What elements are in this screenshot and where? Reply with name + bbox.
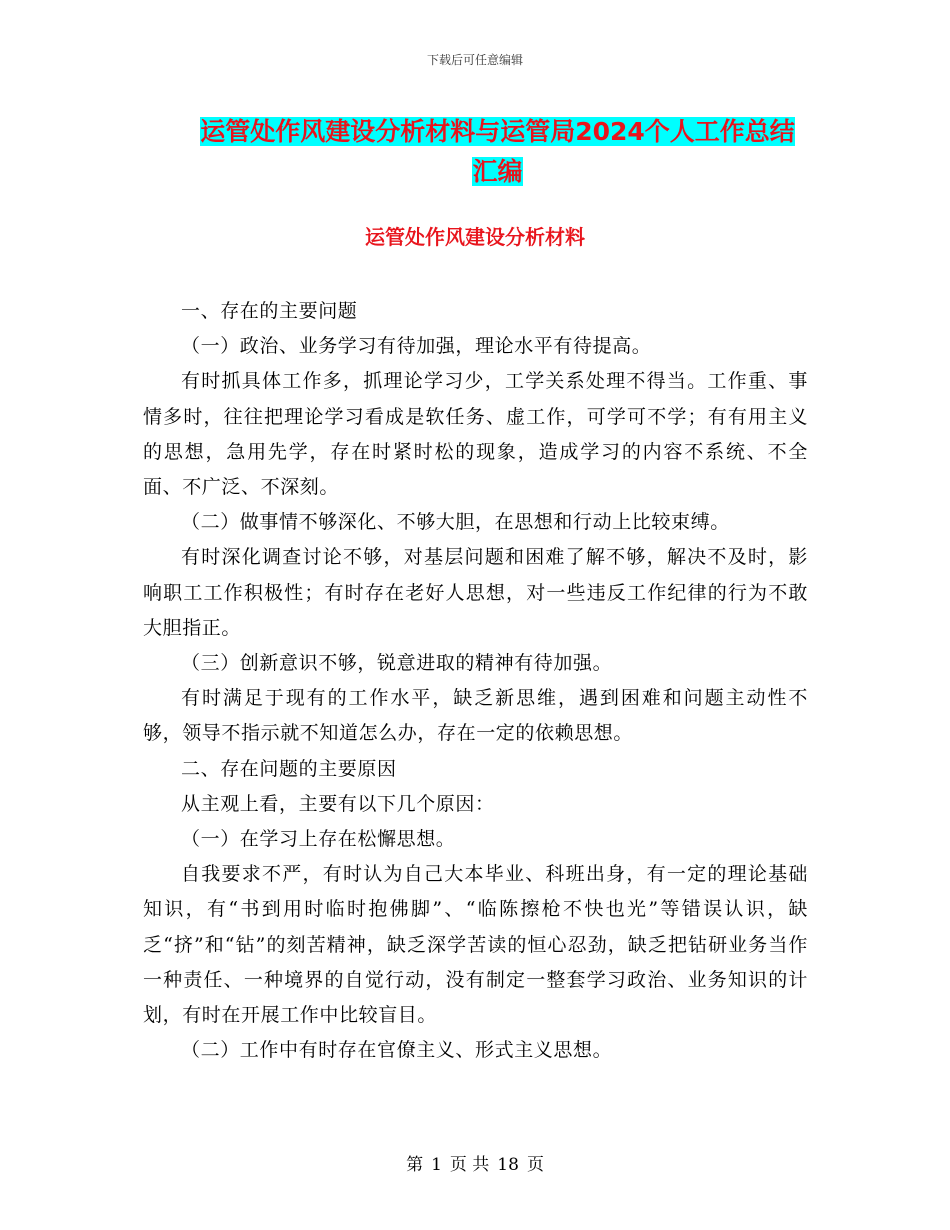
body-paragraph: 有时满足于现有的工作水平，缺乏新思维，遇到困难和问题主动性不够，领导不指示就不知道怎么办，存在一定的依赖思想。 xyxy=(143,687,808,745)
document-title-line-1: 运管处作风建设分析材料与运管局2024个人工作总结 xyxy=(200,117,795,146)
body-paragraph: 有时抓具体工作多，抓理论学习少，工学关系处理不得当。工作重、事情多时，往往把理论学习看成是软任务、虚工作，可学可不学；有有用主义的思想，急用先学，存在时紧时松的现象，造成学习的内容不系统、不全面、不广泛、不深刻。 xyxy=(143,370,808,499)
heading-existing-problems: 一、存在的主要问题 xyxy=(181,300,358,322)
footer-prefix: 第 xyxy=(406,1155,424,1175)
body-paragraph: 从主观上看，主要有以下几个原因： xyxy=(181,792,495,815)
footer-mid: 页 共 xyxy=(449,1155,490,1175)
subheading-study: （一）政治、业务学习有待加强，理论水平有待提高。 xyxy=(181,335,652,358)
footer-suffix: 页 xyxy=(526,1155,544,1175)
total-pages-number: 18 xyxy=(497,1155,519,1175)
current-page-number: 1 xyxy=(431,1155,442,1175)
subheading-bureaucracy: （二）工作中有时存在官僚主义、形式主义思想。 xyxy=(181,1039,613,1062)
document-title-line-2: 汇编 xyxy=(472,157,523,186)
subheading-innovation: （三）创新意识不够，锐意进取的精神有待加强。 xyxy=(181,652,613,675)
header-note: 下载后可任意编辑 xyxy=(426,53,523,67)
section-title: 运管处作风建设分析材料 xyxy=(365,225,585,249)
subheading-work-depth: （二）做事情不够深化、不够大胆，在思想和行动上比较束缚。 xyxy=(181,511,730,534)
page-footer xyxy=(0,1153,950,1177)
subheading-study-slack: （一）在学习上存在松懈思想。 xyxy=(181,828,456,851)
body-paragraph: 有时深化调查讨论不够，对基层问题和困难了解不够，解决不及时，影响职工工作积极性；有时存在老好人思想，对一些违反工作纪律的行为不敢大胆指正。 xyxy=(143,546,808,639)
document-title xyxy=(185,112,810,192)
body-paragraph: 自我要求不严，有时认为自己大本毕业、科班出身，有一定的理论基础知识，有“书到用时临时抱佛脚”、“临陈擦枪不快也光”等错误认识，缺乏“挤”和“钻”的刻苦精神，缺乏深学苦读的恒心忍劲，缺乏把钻研业务当作一种责任、一种境界的自觉行动，没有制定一整套学习政治、业务知识的计划，有时在开展工作中比较盲目。 xyxy=(143,863,808,1027)
heading-main-causes: 二、存在问题的主要原因 xyxy=(181,757,397,780)
document-body xyxy=(143,294,808,1068)
